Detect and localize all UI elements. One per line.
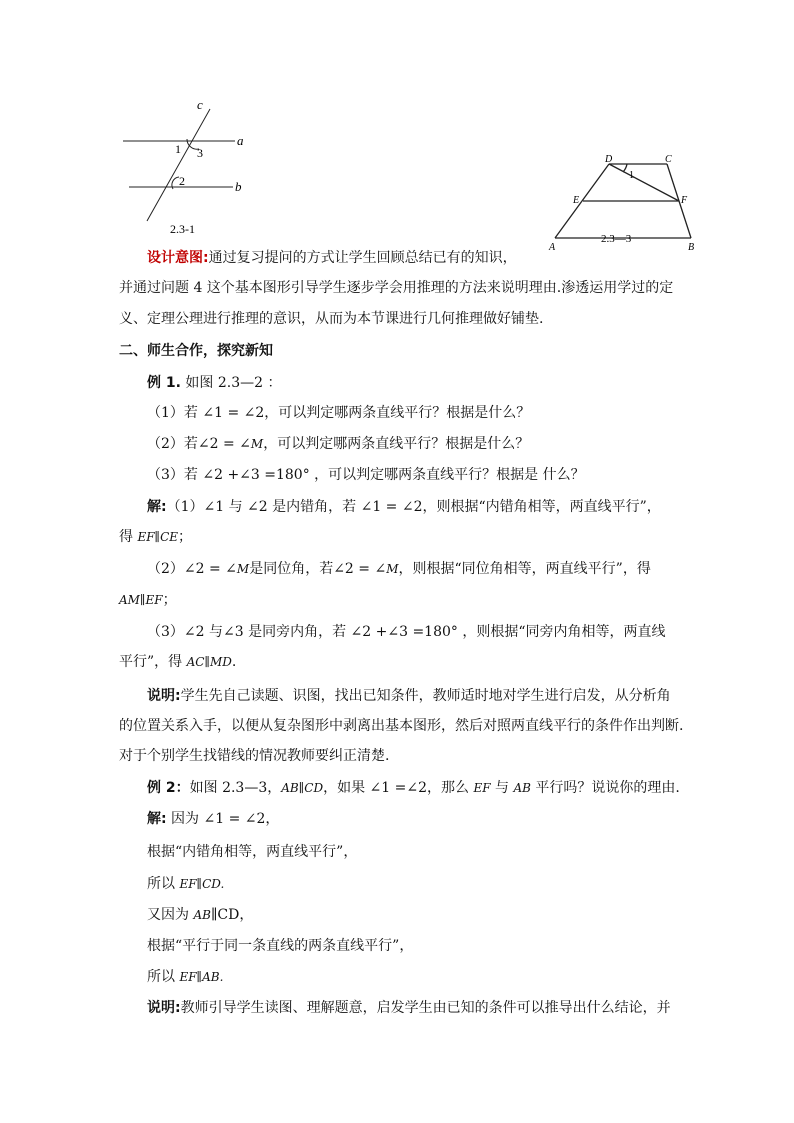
label-3: 3 (197, 146, 203, 160)
example2-line-3 (147, 874, 224, 894)
label-a: a (237, 133, 244, 148)
q-var-1: AB∥CD (281, 781, 324, 795)
example1-q2 (147, 434, 529, 454)
example2-line-5: 根据“平行于同一条直线的两条直线平行”， (147, 938, 414, 954)
label-B: B (688, 242, 695, 253)
figure-caption: 2.3—3 (601, 233, 632, 245)
q-pre: 如图 2.3—3， (189, 780, 282, 796)
section-heading: 二、师生合作，探究新知 (119, 343, 273, 359)
q2-text-b: ，可以判定哪两条直线平行？根据是什么？ (263, 436, 530, 452)
note2-line-1 (147, 998, 671, 1018)
label-c: c (197, 97, 203, 112)
example1-q3: （3）若 ∠2 +∠3 =180° ，可以判定哪两条直线平行？根据是 什么？ (147, 467, 585, 483)
q-post: 平行吗？说说你的理由. (530, 780, 680, 796)
line-c (147, 109, 210, 221)
s2-mid: 是同位角，若∠2 = ∠ (249, 561, 387, 577)
intent-line-1 (147, 248, 517, 268)
label-E: E (573, 195, 580, 206)
example1-solution-1 (147, 497, 661, 517)
q-var-3: AB (513, 781, 531, 795)
q-and: 与 (490, 780, 514, 796)
example1-solution-2 (147, 559, 651, 579)
e2-l3-pre: 所以 (147, 876, 180, 892)
s3b-var: AC∥MD (186, 655, 232, 669)
angle-arc-1 (623, 164, 627, 172)
example2-line-2: 根据“内错角相等，两直线平行”， (147, 844, 358, 860)
example2-label: 例 2： (147, 780, 190, 796)
intent-text-1: 通过复习提问的方式让学生回顾总结已有的知识， (208, 250, 517, 266)
s1b-post: ； (178, 529, 193, 545)
example1-solution-1b (119, 527, 192, 547)
s2b-var: AM∥EF (119, 593, 163, 607)
note1-text-3: 对于个别学生找错线的情况教师要纠正清楚. (119, 748, 390, 764)
s2-post: ，则根据“同位角相等，两直线平行”，得 (398, 561, 651, 577)
example1-title (147, 373, 281, 393)
e2-l6-pre: 所以 (147, 969, 180, 985)
q2-text-a: （2）若∠2 = ∠ (147, 436, 251, 452)
label-b: b (235, 179, 242, 194)
example1-label: 例 1. (147, 375, 181, 391)
figure-caption: 2.3-1 (170, 222, 195, 236)
e2-l3-var: EF∥CD. (179, 877, 225, 891)
note1-line-1 (147, 686, 671, 706)
e2-l6-var: EF∥AB. (179, 970, 224, 984)
figure-2-3-1 (115, 95, 275, 245)
example1-q1: （1）若 ∠1 = ∠2，可以判定哪两条直线平行？根据是什么？ (147, 405, 531, 421)
note2-text-1: 教师引导学生读图、理解题意，启发学生由已知的条件可以推导出什么结论，并 (180, 1000, 671, 1016)
q-mid: ，如果 ∠1 =∠2，那么 (323, 780, 474, 796)
intent-text-2: 并通过问题 4 这个基本图形引导学生逐步学会用推理的方法来说明理由.渗透运用学过的定 (119, 280, 674, 296)
e2-line-1: 因为 ∠1 = ∠2， (166, 811, 280, 827)
example2-line-6 (147, 967, 223, 987)
e2-l4-var: AB (193, 908, 211, 922)
label-F: F (681, 195, 688, 206)
label-D: D (605, 154, 613, 165)
s1b-pre: 得 (119, 529, 138, 545)
figure-2-3-3 (545, 150, 710, 255)
label-A: A (549, 242, 556, 253)
q-var-2: EF (473, 781, 491, 795)
example2-question (147, 778, 680, 798)
e2-l4-pre: 又因为 (147, 907, 194, 923)
example1-solution-3b (119, 652, 236, 672)
s1-text: （1）∠1 与 ∠2 是内错角，若 ∠1 = ∠2，则根据“内错角相等，两直线平行”， (166, 499, 661, 515)
example1-intro: 如图 2.3—2 ： (180, 375, 282, 391)
note1-label: 说明: (147, 688, 181, 704)
s3b-pre: 平行”，得 (119, 654, 187, 670)
label-1: 1 (175, 142, 181, 156)
note1-text-1: 学生先自己读题、识图，找出已知条件，教师适时地对学生进行启发，从分析角 (180, 688, 671, 704)
solution-label: 解: (147, 499, 167, 515)
intent-text-3: 义、定理公理进行推理的意识，从而为本节课进行几何推理做好铺垫. (119, 311, 544, 327)
label-2: 2 (179, 174, 185, 188)
example2-solution-1 (147, 809, 279, 829)
s2-pre: （2）∠2 = ∠ (147, 561, 237, 577)
s1b-var: EF∥CE (137, 530, 179, 544)
s3b-post: . (231, 654, 237, 670)
q2-var-m: M (250, 437, 264, 451)
note2-label: 说明: (147, 1000, 181, 1016)
s2b-post: ； (162, 592, 177, 608)
intent-label: 设计意图: (147, 250, 209, 266)
e2-l4-post: ∥CD， (210, 907, 254, 923)
label-1: 1 (629, 170, 634, 181)
example1-solution-3: （3）∠2 与∠3 是同旁内角，若 ∠2 +∠3 =180° ，则根据“同旁内角相等，两直线 (147, 624, 666, 640)
s2-var-m: M (236, 562, 250, 576)
label-C: C (665, 154, 672, 165)
example1-solution-2b (119, 590, 177, 610)
note1-text-2: 的位置关系入手，以便从复杂图形中剥离出基本图形，然后对照两直线平行的条件作出判断. (119, 718, 684, 734)
example2-solution-label: 解: (147, 811, 167, 827)
example2-line-4 (147, 905, 253, 925)
s2-var-m2: M (386, 562, 399, 576)
